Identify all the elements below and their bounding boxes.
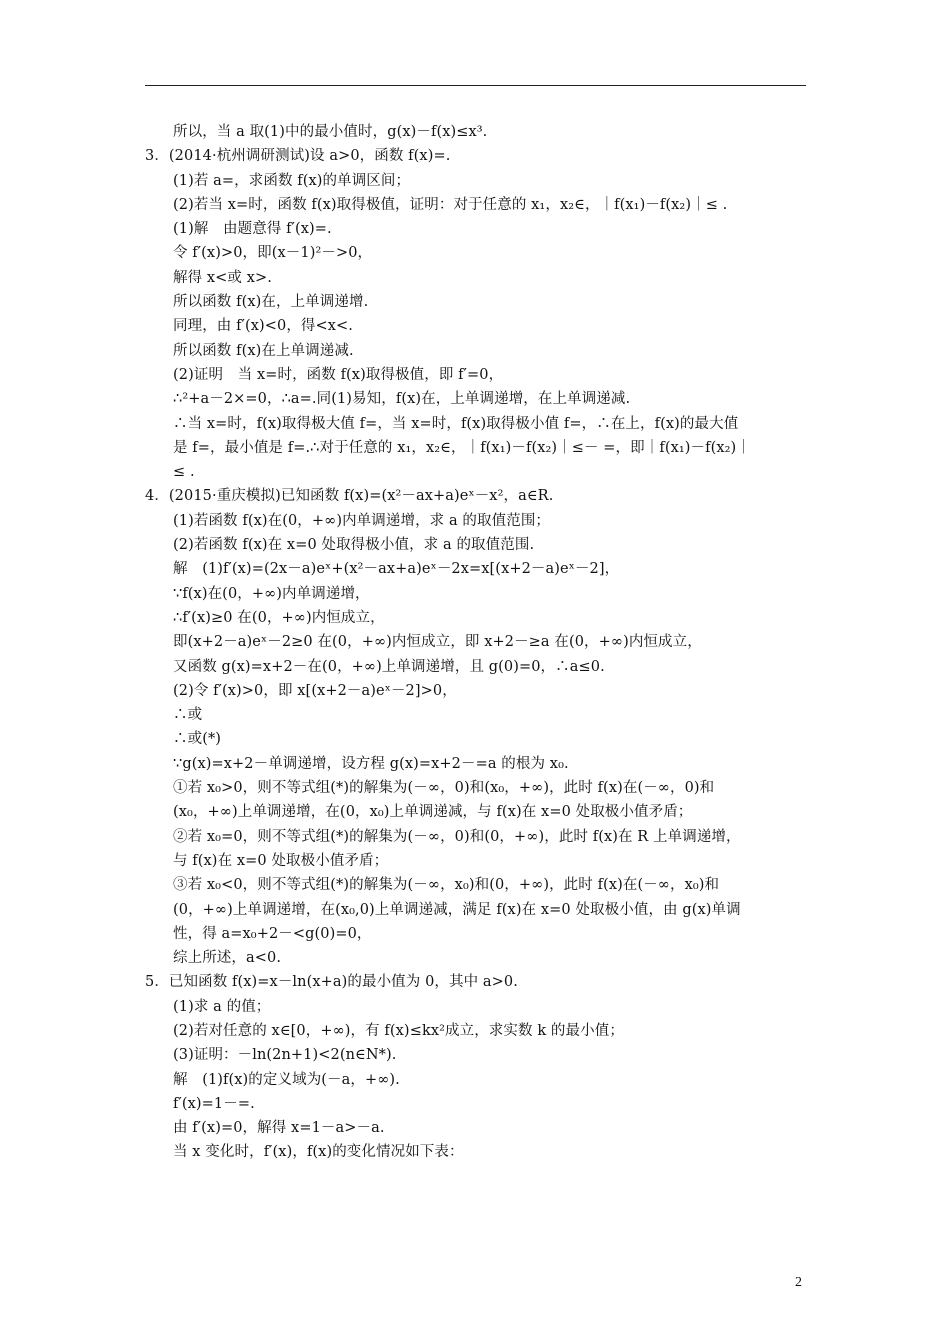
text-line: (1)若 a=，求函数 f(x)的单调区间； [173, 172, 411, 189]
text-line: (2)证明 当 x=时，函数 f(x)取得极值，即 f′=0， [173, 366, 504, 383]
text-line: 3．(2014·杭州调研测试)设 a>0，函数 f(x)=. [145, 148, 451, 165]
text-line: 所以，当 a 取(1)中的最小值时，g(x)－f(x)≤x³. [173, 124, 488, 140]
header-rule [145, 85, 806, 86]
text-line: (1)解 由题意得 f′(x)=. [173, 221, 332, 238]
text-line: ∴或(*) [173, 731, 222, 748]
text-line: ∴或 [173, 707, 203, 724]
text-line: 即(x+2－a)eˣ－2≥0 在(0，+∞)内恒成立，即 x+2－≥a 在(0，+∞)内恒成立， [173, 634, 702, 651]
text-line: f′(x)=1－=. [173, 1095, 255, 1112]
text-line: 解 (1)f(x)的定义域为(－a，+∞). [173, 1071, 400, 1088]
page-number: 2 [795, 1275, 802, 1290]
text-line: ∴²+a－2×=0，∴a=.同(1)易知，f(x)在，上单调递增，在上单调递减. [173, 391, 631, 408]
text-line: 综上所述，a<0. [173, 950, 282, 967]
text-line: 是 f=，最小值是 f=.∴对于任意的 x₁，x₂∈，｜f(x₁)－f(x₂)｜≤－ =，即｜f(x₁)－f(x₂)｜ [173, 439, 751, 456]
text-line: ∵f(x)在(0，+∞)内单调递增， [173, 585, 370, 602]
text-line: ②若 x₀=0，则不等式组(*)的解集为(－∞，0)和(0，+∞)，此时 f(x)在 R 上单调递增， [173, 828, 741, 845]
text-line: ≤ . [173, 464, 195, 481]
text-line: 同理，由 f′(x)<0，得<x<. [173, 318, 354, 335]
text-line: (2)若对任意的 x∈[0，+∞)，有 f(x)≤kx²成立，求实数 k 的最小值； [173, 1022, 624, 1039]
text-line: ∴当 x=时，f(x)取得极大值 f=，当 x=时，f(x)取得极小值 f=，∴在上，f(x)的最大值 [173, 415, 739, 432]
document-body [145, 120, 810, 1165]
text-line: 当 x 变化时，f′(x)，f(x)的变化情况如下表： [173, 1144, 464, 1161]
text-line: (2)令 f′(x)>0，即 x[(x+2－a)eˣ－2]>0， [173, 682, 457, 699]
text-line: (2)若当 x=时，函数 f(x)取得极值，证明：对于任意的 x₁，x₂∈，｜f(x₁)－f(x₂)｜≤ . [173, 196, 728, 213]
text-line: ①若 x₀>0，则不等式组(*)的解集为(－∞，0)和(x₀，+∞)，此时 f(x)在(－∞，0)和 [173, 780, 715, 797]
text-line: 解 (1)f′(x)=(2x－a)eˣ+(x²－ax+a)eˣ－2x=x[(x+2－a)eˣ－2]， [173, 561, 620, 578]
text-line: (2)若函数 f(x)在 x=0 处取得极小值，求 a 的取值范围. [173, 537, 535, 554]
text-line: 所以函数 f(x)在上单调递减. [173, 342, 354, 359]
text-line: (x₀，+∞)上单调递增，在(0，x₀)上单调递减，与 f(x)在 x=0 处取极小值矛盾； [173, 804, 693, 821]
text-line: ∵g(x)=x+2－单调递增，设方程 g(x)=x+2－=a 的根为 x₀. [173, 755, 569, 772]
text-line: (3)证明：－ln(2n+1)<2(n∈N*). [173, 1047, 397, 1064]
text-line: (0，+∞)上单调递增，在(x₀,0)上单调递减，满足 f(x)在 x=0 处取极小值，由 g(x)单调 [173, 901, 741, 918]
text-line: ③若 x₀<0，则不等式组(*)的解集为(－∞，x₀)和(0，+∞)，此时 f(x)在(－∞，x₀)和 [173, 877, 720, 894]
text-line: 所以函数 f(x)在，上单调递增. [173, 294, 369, 311]
text-line: (1)若函数 f(x)在(0，+∞)内单调递增，求 a 的取值范围； [173, 512, 551, 529]
text-line: 与 f(x)在 x=0 处取极小值矛盾； [173, 852, 389, 869]
text-line: 令 f′(x)>0，即(x－1)²－>0， [173, 245, 373, 262]
text-line: 4．(2015·重庆模拟)已知函数 f(x)=(x²－ax+a)eˣ－x²，a∈R. [145, 488, 554, 505]
text-line: 又函数 g(x)=x+2－在(0，+∞)上单调递增，且 g(0)=0，∴a≤0. [173, 658, 605, 675]
text-line: 5．已知函数 f(x)=x－ln(x+a)的最小值为 0，其中 a>0. [145, 974, 518, 991]
text-line: 由 f′(x)=0，解得 x=1－a>－a. [173, 1120, 385, 1137]
text-line: ∴f′(x)≥0 在(0，+∞)内恒成立， [173, 609, 385, 626]
text-line: (1)求 a 的值； [173, 998, 271, 1015]
text-line: 解得 x<或 x>. [173, 269, 272, 286]
text-line: 性，得 a=x₀+2－<g(0)=0， [173, 925, 372, 942]
